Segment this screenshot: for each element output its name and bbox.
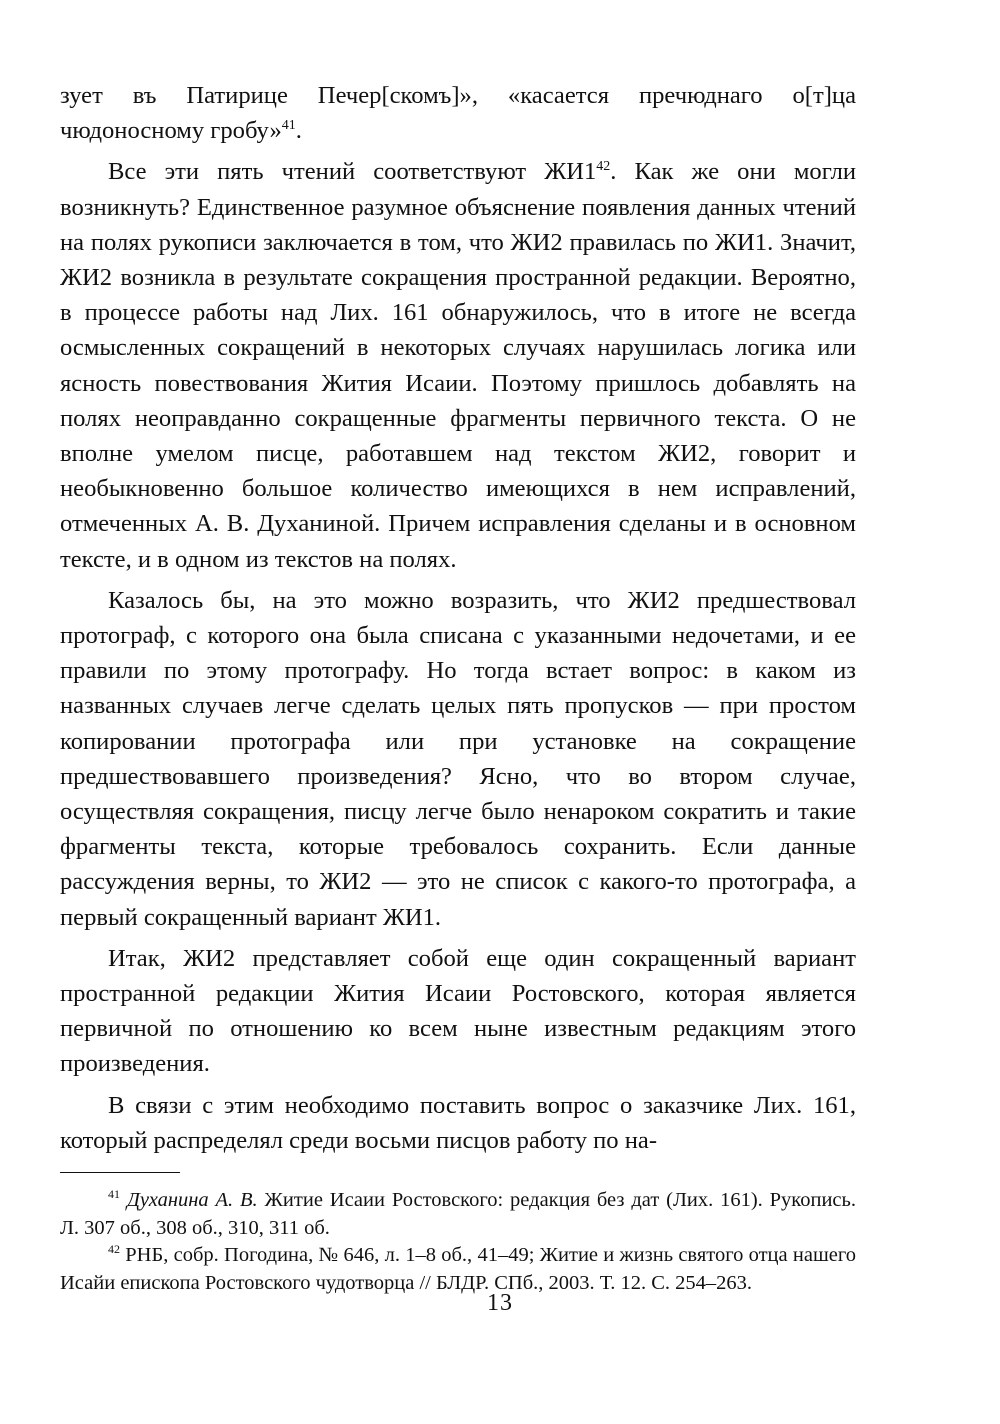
footnote-41 bbox=[60, 1187, 856, 1242]
paragraph-5: В связи с этим необходимо поставить вопрос о заказчике Лих. 161, который распределял среди восьми писцов работу по на- bbox=[60, 1091, 856, 1154]
footnote-42 bbox=[60, 1242, 856, 1297]
paragraph-2 bbox=[60, 154, 856, 576]
page-content bbox=[60, 78, 856, 1297]
footnote-number: 42 bbox=[108, 1242, 120, 1257]
footnote-number: 41 bbox=[108, 1187, 120, 1202]
footnote-author: Духанина А. В. bbox=[126, 1189, 258, 1212]
main-text bbox=[60, 78, 856, 1158]
footnote-text: РНБ, собр. Погодина, № 646, л. 1–8 об., 41–49; Житие и жизнь святого отца нашего Исайи епископа Ростовского чудотворца // БЛДР. СПб., 2003. Т. 12. С. 254–263. bbox=[60, 1244, 856, 1294]
paragraph-1-tail: . bbox=[295, 117, 302, 145]
paragraph-3: Казалось бы, на это можно возразить, что ЖИ2 предшествовал протограф, с которого она была списана с указанными недочетами, и ее правили по этому протографу. Но тогда встает вопрос: в каком из названных случаев легче сделать целых пять пропусков — при простом копировании протографа или при установке на сокращение предшествовавшего произведения? Ясно, что во втором случае, осуществляя сокращения, писцу легче было ненароком сократить и такие фрагменты текста, которые требовалось сохранить. Если данные рассуждения верны, то ЖИ2 — это не список с какого-то протографа, а первый сокращенный вариант ЖИ1. bbox=[60, 586, 856, 931]
paragraph-2-text-b: . Как же они могли возникнуть? Единственное разумное объяснение появления данных чтений на полях рукописи заключается в том, что ЖИ2 правилась по ЖИ1. Значит, ЖИ2 возникла в результате сокращения пространной редакции. Вероятно, в процессе работы над Лих. 161 обнаружилось, что в итоге не всегда осмысленных сокращений в некоторых случаях нарушилась логика или ясность повествования Жития Исаии. Поэтому пришлось добавлять на полях неоправданно сокращенные фрагменты первичного текста. О не вполне умелом писце, работавшем над текстом ЖИ2, говорит и необыкновенно большое количество имеющихся в нем исправлений, отмеченных А. В. Духаниной. Причем исправления сделаны и в основном тексте, и в одном из текстов на полях. bbox=[60, 158, 856, 573]
footnote-divider bbox=[60, 1172, 180, 1173]
paragraph-1 bbox=[60, 78, 856, 148]
paragraph-4: Итак, ЖИ2 представляет собой еще один сокращенный вариант пространной редакции Жития Исаии Ростовского, которая является первичной по отношению ко всем ныне известным редакциям этого произведения. bbox=[60, 944, 856, 1078]
footnote-text: Житие Исаии Ростовского: редакция без дат (Лих. 161). Рукопись. Л. 307 об., 308 об., 310, 311 об. bbox=[60, 1189, 856, 1239]
footnote-ref-41[interactable]: 41 bbox=[281, 118, 296, 134]
paragraph-1-text: зует въ Патирице Печер[скомъ]», «касается пречюднаго о[т]ца чюдоносному гробу» bbox=[60, 82, 856, 145]
footnote-ref-42[interactable]: 42 bbox=[596, 159, 611, 175]
paragraph-2-text-a: Все эти пять чтений соответствуют ЖИ1 bbox=[108, 158, 597, 186]
footnotes bbox=[60, 1187, 856, 1297]
page-number: 13 bbox=[487, 1290, 513, 1316]
